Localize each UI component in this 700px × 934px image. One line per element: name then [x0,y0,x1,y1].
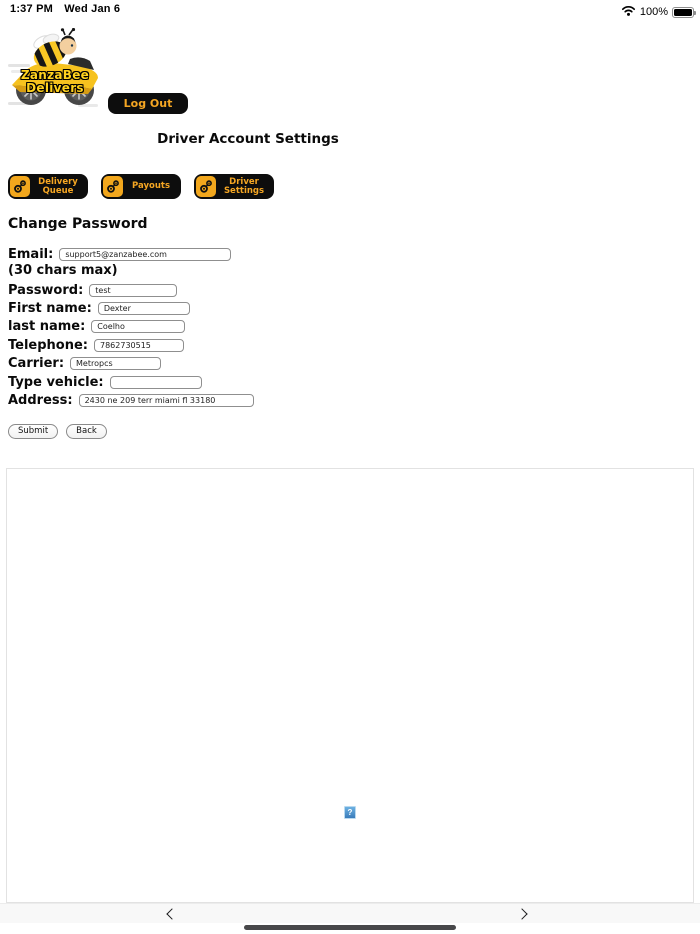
chevron-left-icon [166,908,177,919]
email-note: (30 chars max) [8,263,118,279]
home-indicator[interactable] [244,925,456,930]
last-name-label: last name: [8,319,86,335]
content-frame [6,468,694,903]
vehicle-row [8,373,428,391]
email-field[interactable] [59,248,231,261]
battery-icon [672,7,694,18]
delivery-queue-button[interactable] [8,174,88,199]
battery-percent: 100% [639,6,668,18]
last-name-field[interactable] [91,320,185,333]
telephone-label: Telephone: [8,337,88,353]
gears-icon [10,176,30,197]
gears-icon [103,176,123,197]
payouts-button[interactable] [101,174,181,199]
telephone-field[interactable] [94,339,184,352]
page-title: Driver Account Settings [157,131,339,147]
wifi-icon [621,3,636,21]
delivery-queue-label: Delivery Queue [38,177,78,196]
first-name-row [8,299,428,317]
submit-button[interactable]: Submit [8,424,58,439]
password-label: Password: [8,282,84,298]
address-row [8,391,428,409]
last-name-row [8,318,428,336]
vehicle-field[interactable] [110,376,202,389]
carrier-row [8,354,428,372]
telephone-row [8,336,428,354]
first-name-field[interactable] [98,302,190,315]
logo-text-line2: Delivers [26,81,84,95]
back-navigation-chevron[interactable] [155,904,185,924]
email-row [8,245,428,263]
password-row [8,281,428,299]
log-out-button[interactable]: Log Out [108,93,188,114]
payouts-label: Payouts [131,181,171,192]
vehicle-label: Type vehicle: [8,374,104,390]
driver-settings-form [8,216,428,439]
change-password-heading: Change Password [8,216,148,232]
status-time-date [10,3,120,15]
password-field[interactable] [89,284,177,297]
forward-navigation-chevron[interactable] [509,904,539,924]
address-label: Address: [8,392,73,408]
status-time: 1:37 PM [10,3,53,15]
form-actions [8,424,428,439]
browser-bottom-toolbar [0,903,700,923]
first-name-label: First name: [8,300,92,316]
email-label: Email: [8,246,54,262]
logo-bee-motorcycle [8,28,102,116]
logo-text-line1: ZanzaBee [20,68,90,82]
driver-settings-label: Driver Settings [223,177,265,196]
nav-button-row [8,174,274,199]
carrier-field[interactable] [70,357,161,370]
carrier-label: Carrier: [8,356,65,372]
address-field[interactable] [79,394,254,407]
status-date: Wed Jan 6 [64,3,121,15]
status-bar [0,0,700,20]
driver-settings-button[interactable] [194,174,274,199]
back-button[interactable]: Back [66,424,107,439]
broken-image-icon: ? [344,806,356,819]
chevron-right-icon [516,908,527,919]
gears-icon [196,176,216,197]
